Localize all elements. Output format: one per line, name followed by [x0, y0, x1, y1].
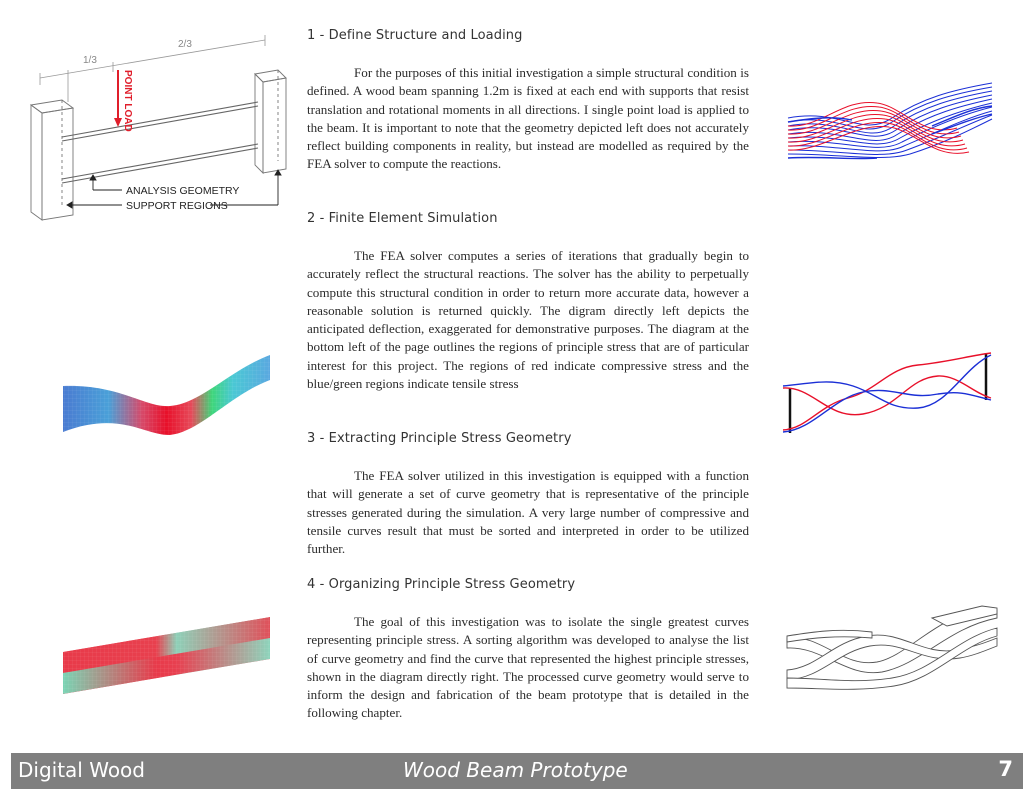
stress-curves-diagram [782, 78, 997, 173]
support-regions-label: SUPPORT REGIONS [126, 200, 228, 212]
isolated-tensile-curves [783, 355, 991, 432]
principle-stress-regions-diagram [60, 612, 275, 702]
section-2-heading: 2 - Finite Element Simulation [307, 211, 498, 226]
analysis-geometry-label: ANALYSIS GEOMETRY [126, 185, 240, 197]
right-support [255, 70, 286, 173]
footer-chapter-title: Wood Beam Prototype [403, 758, 628, 782]
structure-loading-diagram [20, 30, 300, 230]
left-support [31, 100, 73, 220]
section-3-heading: 3 - Extracting Principle Stress Geometry [307, 431, 572, 446]
section-1-heading: 1 - Define Structure and Loading [307, 28, 523, 43]
dimension-one-third: 1/3 [83, 55, 97, 66]
section-3-body: The FEA solver utilized in this investigation is equipped with a function that will generate a set of curve geometry that is representative of the principle stresses generated during the simulation. A very large number of compressive and tensile curves result that must be sorted and interpreted in order to be utilized further. [307, 468, 749, 557]
isolated-stress-curves-diagram [778, 348, 998, 443]
point-load-arrow [114, 70, 122, 127]
analysis-beam [62, 102, 258, 183]
processed-curve-geometry-diagram [782, 598, 1002, 703]
processed-beam-members [787, 606, 997, 689]
footer-document-title: Digital Wood [18, 758, 145, 782]
section-2-body: The FEA solver computes a series of iterations that gradually begin to accurately reflect the structural reactions. The solver has the ability to perpetually compute this structural condition in order to return more accurate data, however a reasonable solution is returned quickly. The digram directly left depicts the anticipated deflection, exaggerated for demonstrative purposes. The diagram at the bottom left of the page outlines the regions of principle stress that are of particular interest for this project. The regions of red indicate compressive stress and the blue/green regions indicate tensile stress [307, 248, 749, 392]
section-4-body: The goal of this investigation was to isolate the single greatest curves representing principle stress. A sorting algorithm was developed to analyse the list of curve geometry and find the curve that represented the highest principle stresses, shown in the diagram directly right. The processed curve geometry would serve to inform the design and fabrication of the beam prototype that is detailed in the following chapter. [307, 614, 749, 721]
section-1-body: For the purposes of this initial investigation a simple structural condition is defined. A wood beam spanning 1.2m is fixed at each end with supports that resist translation and rotational moments in all directions. I single point load is applied to the beam. It is important to note that the geometry depicted left does not accurately reflect building components in reality, but instead are modelled as required by the FEA solver to compute the reactions. [307, 65, 749, 172]
page-number: 7 [998, 757, 1013, 781]
section-4-heading: 4 - Organizing Principle Stress Geometry [307, 577, 576, 592]
deflection-diagram [60, 350, 275, 445]
page-footer [11, 753, 1023, 789]
dimension-two-thirds: 2/3 [178, 39, 192, 50]
point-load-label: POINT LOAD [122, 70, 133, 132]
